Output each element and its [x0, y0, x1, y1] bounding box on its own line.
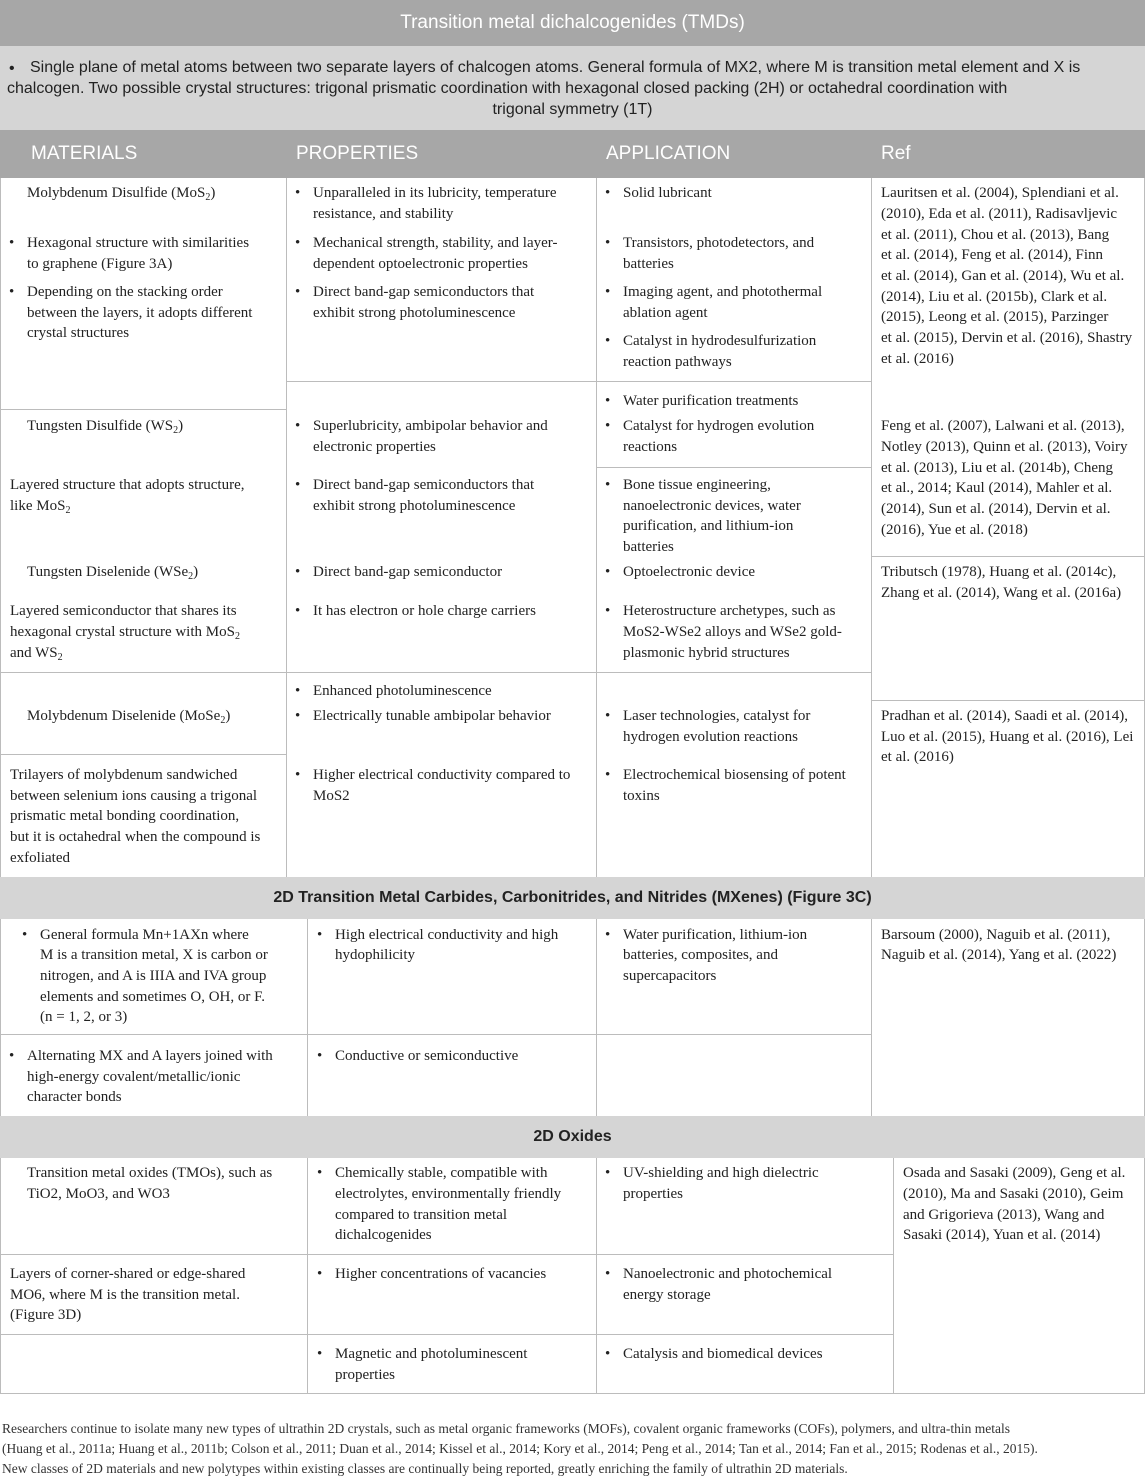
mos2-material-line: • Hexagonal structure with similarities — [27, 233, 249, 254]
oxides-material: MO6, where M is the transition metal. — [10, 1287, 240, 1303]
mose2-material-line: but it is octahedral when the compound is — [10, 829, 261, 845]
mos2-property: dependent optoelectronic properties — [313, 256, 528, 272]
mos2-ref: et al. (2014), Feng et al. (2014), Finn — [881, 247, 1104, 263]
mxenes-property: • Conductive or semiconductive — [335, 1046, 518, 1067]
mos2-ref: Lauritsen et al. (2004), Splendiani et al. — [881, 185, 1119, 201]
oxides-application: • Nanoelectronic and photochemical — [623, 1264, 832, 1285]
footnote-line: (Huang et al., 2011a; Huang et al., 2011b; Colson et al., 2011; Duan et al., 2014; Kissel et al., 2014; Kory et al., 2014; Peng et al., 2014; Tan et al., 2014; Fan et al., 2015; Rodenas et al., 2015). — [2, 1441, 1038, 1456]
mose2-material-line: exfoliated — [10, 850, 70, 866]
mxenes-material: character bonds — [27, 1089, 122, 1105]
mxenes-application: supercapacitors — [623, 968, 717, 984]
mos2-application: • Solid lubricant — [623, 183, 712, 204]
mxenes-material: nitrogen, and A is IIIA and IVA group — [40, 968, 267, 984]
ws2-material-line: like MoS$_2$ — [10, 498, 71, 516]
col-header-ref: Ref — [871, 130, 1145, 178]
oxides-material: TiO2, MoO3, and WO3 — [27, 1186, 170, 1202]
mose2-application: hydrogen evolution reactions — [623, 729, 798, 745]
mos2-property: resistance, and stability — [313, 206, 454, 222]
mxenes-application: batteries, composites, and — [623, 947, 778, 963]
mos2-material-line: between the layers, it adopts different — [27, 305, 253, 321]
mos2-application: • Catalyst in hydrodesulfurization — [623, 331, 816, 352]
oxides-application: energy storage — [623, 1287, 711, 1303]
oxides-property: compared to transition metal — [335, 1207, 508, 1223]
footnote-line: Researchers continue to isolate many new types of ultrathin 2D crystals, such as metal organic frameworks (MOFs), covalent organic frameworks (COFs), polymers, and ultra-thin metals — [2, 1421, 1010, 1436]
oxides-ref: Osada and Sasaki (2009), Geng et al. — [903, 1165, 1126, 1181]
mxenes-ref: Naguib et al. (2014), Yang et al. (2022) — [881, 947, 1117, 963]
mos2-ref: (2015), Leong et al. (2015), Parzinger — [881, 309, 1109, 325]
wse2-application: • Heterostructure archetypes, such as — [623, 601, 835, 622]
wse2-material-line: and $WS_2$ — [10, 645, 63, 663]
mose2-ref: Luo et al. (2015), Huang et al. (2016), Lei — [881, 729, 1134, 745]
mose2-material-line: prismatic metal bonding coordination, — [10, 808, 240, 824]
ws2-property: • Direct band-gap semiconductors that — [313, 475, 534, 496]
mos2-property: • Mechanical strength, stability, and layer- — [313, 233, 557, 254]
mos2-application: • Imaging agent, and photothermal — [623, 282, 822, 303]
ws2-application: • Bone tissue engineering, — [623, 475, 771, 496]
mos2-material-line: • Depending on the stacking order — [27, 282, 223, 303]
wse2-material-line: Layered semiconductor that shares its — [10, 603, 237, 619]
mose2-application: • Electrochemical biosensing of potent — [623, 765, 846, 786]
wse2-application: plasmonic hybrid structures — [623, 645, 790, 661]
ws2-ref: et al. (2013), Liu et al. (2014b), Cheng — [881, 460, 1114, 476]
intro-line-2: chalcogen. Two possible crystal structures: trigonal prismatic coordination with hexagonal closed packing (2H) or octahedral coordination with — [7, 80, 1008, 97]
mos2-application: • Water purification treatments — [623, 391, 798, 412]
ws2-material-line: Layered structure that adopts structure, — [10, 477, 245, 493]
oxides-property: electrolytes, environmentally friendly — [335, 1186, 562, 1202]
oxides-application: • UV-shielding and high dielectric — [623, 1163, 819, 1184]
mose2-material-line: between selenium ions causing a trigonal — [10, 788, 258, 804]
mos2-application: reaction pathways — [623, 354, 732, 370]
wse2-name: Tungsten Diselenide (WSe$_2$) — [27, 564, 199, 582]
wse2-application: MoS2-WSe2 alloys and WSe2 gold- — [623, 624, 842, 640]
mos2-ref: et al. (2015), Dervin et al. (2016), Shastry — [881, 330, 1133, 346]
mxenes-section-title: 2D Transition Metal Carbides, Carbonitrides, and Nitrides (MXenes) (Figure 3C) — [0, 877, 1145, 919]
mxenes-application: • Water purification, lithium-ion — [623, 925, 807, 946]
mxenes-material: • General formula Mn+1AXn where — [40, 925, 249, 946]
oxides-property: • Higher concentrations of vacancies — [335, 1264, 546, 1285]
oxides-section-title: 2D Oxides — [0, 1116, 1145, 1158]
mos2-application: • Transistors, photodetectors, and — [623, 233, 814, 254]
mose2-property: MoS2 — [313, 788, 350, 804]
oxides-property: • Chemically stable, compatible with — [335, 1163, 547, 1184]
oxides-property: properties — [335, 1367, 395, 1383]
oxides-ref: Sasaki (2014), Yuan et al. (2014) — [903, 1227, 1101, 1243]
mxenes-material: • Alternating MX and A layers joined with — [27, 1046, 273, 1067]
mos2-material-line: crystal structures — [27, 325, 130, 341]
mxenes-property: • High electrical conductivity and high — [335, 925, 558, 946]
footnote-line: New classes of 2D materials and new polytypes within existing classes are continually being reported, greatly enriching the family of ultrathin 2D materials. — [2, 1461, 848, 1476]
mose2-application: • Laser technologies, catalyst for — [623, 706, 810, 727]
mose2-property: • Electrically tunable ambipolar behavior — [313, 706, 551, 727]
wse2-property: • It has electron or hole charge carriers — [313, 601, 536, 622]
ws2-application: nanoelectronic devices, water — [623, 498, 801, 514]
ws2-application: purification, and lithium-ion — [623, 518, 794, 534]
ws2-name: Tungsten Disulfide $(WS_2)$ — [27, 418, 184, 436]
mxenes-property: hydophilicity — [335, 947, 415, 963]
oxides-ref: (2010), Ma and Sasaki (2010), Geim — [903, 1186, 1124, 1202]
wse2-ref: Tributsch (1978), Huang et al. (2014c), — [881, 564, 1117, 580]
mos2-ref: et al. (2014), Gan et al. (2014), Wu et al. — [881, 268, 1125, 284]
mose2-name: Molybdenum Diselenide (MoSe$_2$) — [27, 708, 231, 726]
mos2-material-line: to graphene (Figure 3A) — [27, 256, 173, 272]
ws2-property: • Superlubricity, ambipolar behavior and — [313, 416, 548, 437]
ws2-application: • Catalyst for hydrogen evolution — [623, 416, 814, 437]
oxides-ref: and Grigorieva (2013), Wang and — [903, 1207, 1105, 1223]
oxides-application: properties — [623, 1186, 683, 1202]
oxides-material: Layers of corner-shared or edge-shared — [10, 1266, 246, 1282]
mxenes-material: M is a transition metal, X is carbon or — [40, 947, 268, 963]
oxides-material: (Figure 3D) — [10, 1307, 82, 1323]
col-header-properties: PROPERTIES — [286, 130, 596, 178]
mose2-ref: et al. (2016) — [881, 749, 954, 765]
mose2-property: • Enhanced photoluminescence — [313, 681, 492, 702]
mos2-application: ablation agent — [623, 305, 708, 321]
ws2-ref: Notley (2013), Quinn et al. (2013), Voiry — [881, 439, 1128, 455]
mos2-ref: et al. (2011), Chou et al. (2013), Bang — [881, 227, 1110, 243]
mos2-application: batteries — [623, 256, 674, 272]
ws2-property: electronic properties — [313, 439, 436, 455]
ws2-ref: et al., 2014; Kaul (2014), Mahler et al. — [881, 480, 1113, 496]
oxides-property: dichalcogenides — [335, 1227, 432, 1243]
ws2-ref: (2014), Sun et al. (2014), Dervin et al. — [881, 501, 1111, 517]
mose2-application: toxins — [623, 788, 660, 804]
oxides-material: Transition metal oxides (TMOs), such as — [27, 1165, 273, 1181]
col-header-materials: MATERIALS — [0, 130, 286, 178]
intro-bullet-icon: • — [9, 60, 15, 77]
oxides-property: • Magnetic and photoluminescent — [335, 1344, 527, 1365]
table-title: Transition metal dichalcogenides (TMDs) — [0, 0, 1145, 46]
mose2-material-line: Trilayers of molybdenum sandwiched — [10, 767, 238, 783]
mxenes-material: (n = 1, 2, or 3) — [40, 1009, 128, 1025]
mos2-ref: (2010), Eda et al. (2011), Radisavljevic — [881, 206, 1118, 222]
ws2-property: exhibit strong photoluminescence — [313, 498, 516, 514]
mxenes-material: elements and sometimes O, OH, or F. — [40, 989, 266, 1005]
mose2-property: • Higher electrical conductivity compared to — [313, 765, 570, 786]
mos2-ref: et al. (2016) — [881, 351, 954, 367]
mose2-ref: Pradhan et al. (2014), Saadi et al. (2014), — [881, 708, 1129, 724]
mos2-property: • Unparalleled in its lubricity, temperature — [313, 183, 557, 204]
mos2-property: exhibit strong photoluminescence — [313, 305, 516, 321]
wse2-application: • Optoelectronic device — [623, 562, 755, 583]
mos2-property: • Direct band-gap semiconductors that — [313, 282, 534, 303]
wse2-material-line: hexagonal crystal structure with MoS$_2$ — [10, 624, 240, 642]
wse2-ref: Zhang et al. (2014), Wang et al. (2016a) — [881, 585, 1122, 601]
mxenes-ref: Barsoum (2000), Naguib et al. (2011), — [881, 927, 1111, 943]
intro-line-3: trigonal symmetry (1T) — [492, 101, 653, 118]
wse2-property: • Direct band-gap semiconductor — [313, 562, 502, 583]
intro-line-1: Single plane of metal atoms between two separate layers of chalcogen atoms. General formula of MX2, where M is transition metal element and X is — [30, 59, 1081, 76]
mos2-ref: (2014), Liu et al. (2015b), Clark et al. — [881, 289, 1108, 305]
mos2-name: Molybdenum Disulfide (MoS$_2$) — [27, 185, 216, 203]
ws2-ref: Feng et al. (2007), Lalwani et al. (2013), — [881, 418, 1125, 434]
ws2-ref: (2016), Yue et al. (2018) — [881, 522, 1028, 538]
col-header-application: APPLICATION — [596, 130, 871, 178]
oxides-application: • Catalysis and biomedical devices — [623, 1344, 823, 1365]
ws2-application: reactions — [623, 439, 678, 455]
mxenes-material: high-energy covalent/metallic/ionic — [27, 1069, 241, 1085]
ws2-application: batteries — [623, 539, 674, 555]
